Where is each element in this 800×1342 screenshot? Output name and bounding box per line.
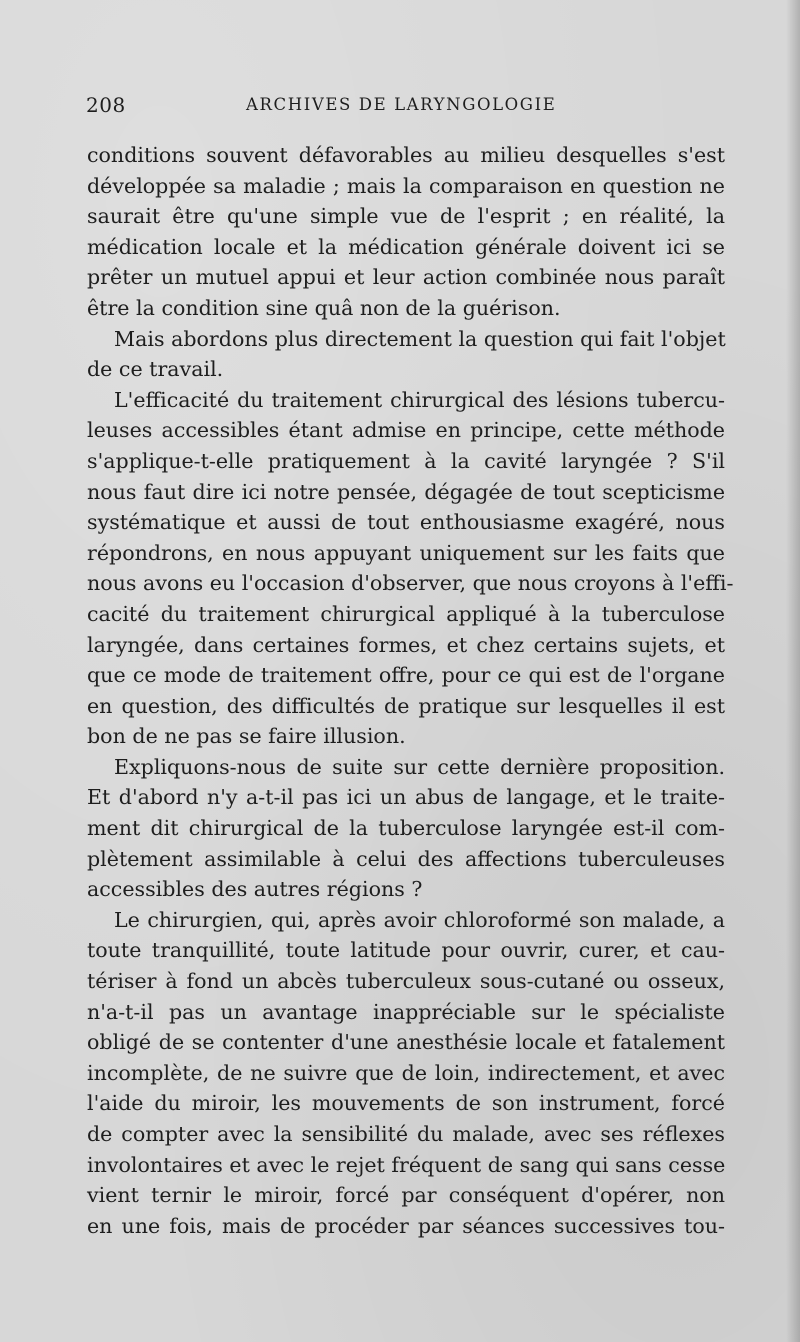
text-line: cacité du traitement chirurgical appliqué à la tuberculose (87, 601, 725, 626)
text-line: prêter un mutuel appui et leur action combinée nous paraît (87, 265, 725, 290)
text-line: développée sa maladie ; mais la comparaison en question ne (87, 173, 725, 198)
text-line: de compter avec la sensibilité du malade, avec ses réflexes (87, 1122, 725, 1146)
text-line: Expliquons-nous de suite sur cette dernière proposition. (114, 754, 725, 779)
text-line: être la condition sine quâ non de la guérison. (87, 295, 561, 320)
text-line: nous avons eu l'occasion d'observer, que nous croyons à l'effi- (87, 571, 734, 596)
text-line: toute tranquillité, toute latitude pour ouvrir, curer, et cau- (87, 938, 725, 963)
text-line: médication locale et la médication générale doivent ici se (87, 234, 725, 259)
text-line: involontaires et avec le rejet fréquent de sang qui sans cesse (87, 1152, 726, 1177)
text-line: tériser à fond un abcès tuberculeux sous-cutané ou osseux, (87, 969, 725, 994)
text-line: obligé de se contenter d'une anesthésie locale et fatalement (87, 1030, 725, 1055)
text-line: s'applique-t-elle pratiquement à la cavité laryngée ? S'il (87, 448, 725, 473)
text-line: nous faut dire ici notre pensée, dégagée de tout scepticisme (87, 479, 725, 504)
text-line: ment dit chirurgical de la tuberculose laryngée est-il com- (87, 816, 725, 841)
text-line: en une fois, mais de procéder par séances successives tou- (87, 1213, 725, 1238)
text-line: n'a-t-il pas un avantage inappréciable sur le spécialiste (87, 999, 725, 1024)
text-line: systématique et aussi de tout enthousiasme exagéré, nous (87, 510, 725, 535)
running-title: ARCHIVES DE LARYNGOLOGIE (246, 95, 557, 114)
text-line: l'aide du miroir, les mouvements de son instrument, forcé (87, 1091, 725, 1116)
text-line: leuses accessibles étant admise en principe, cette méthode (87, 418, 725, 443)
text-line: répondrons, en nous appuyant uniquement sur les faits que (87, 540, 725, 565)
text-line: Mais abordons plus directement la question qui fait l'objet (114, 326, 726, 351)
text-line: vient ternir le miroir, forcé par conséquent d'opérer, non (87, 1183, 725, 1208)
text-line: en question, des difficultés de pratique sur lesquelles il est (87, 693, 725, 718)
page-shadow-edge (786, 0, 800, 1342)
text-line: saurait être qu'une simple vue de l'esprit ; en réalité, la (87, 204, 725, 229)
text-line: accessibles des autres régions ? (87, 877, 423, 902)
text-line: de ce travail. (87, 357, 224, 382)
text-line: Et d'abord n'y a-t-il pas ici un abus de langage, et le traite- (87, 785, 725, 810)
body-text (87, 140, 734, 1241)
text-line: bon de ne pas se faire illusion. (87, 724, 406, 749)
text-line: incomplète, de ne suivre que de loin, indirectement, et avec (87, 1060, 725, 1085)
page-header (86, 93, 726, 123)
text-line: plètement assimilable à celui des affections tuberculeuses (87, 846, 725, 871)
text-line: Le chirurgien, qui, après avoir chloroformé son malade, a (114, 907, 725, 932)
text-line: laryngée, dans certaines formes, et chez certains sujets, et (87, 632, 725, 657)
text-line: conditions souvent défavorables au milieu desquelles s'est (87, 143, 725, 167)
text-line: que ce mode de traitement offre, pour ce qui est de l'organe (87, 663, 725, 688)
text-line: L'efficacité du traitement chirurgical des lésions tubercu- (114, 387, 725, 412)
page-number: 208 (86, 93, 126, 117)
